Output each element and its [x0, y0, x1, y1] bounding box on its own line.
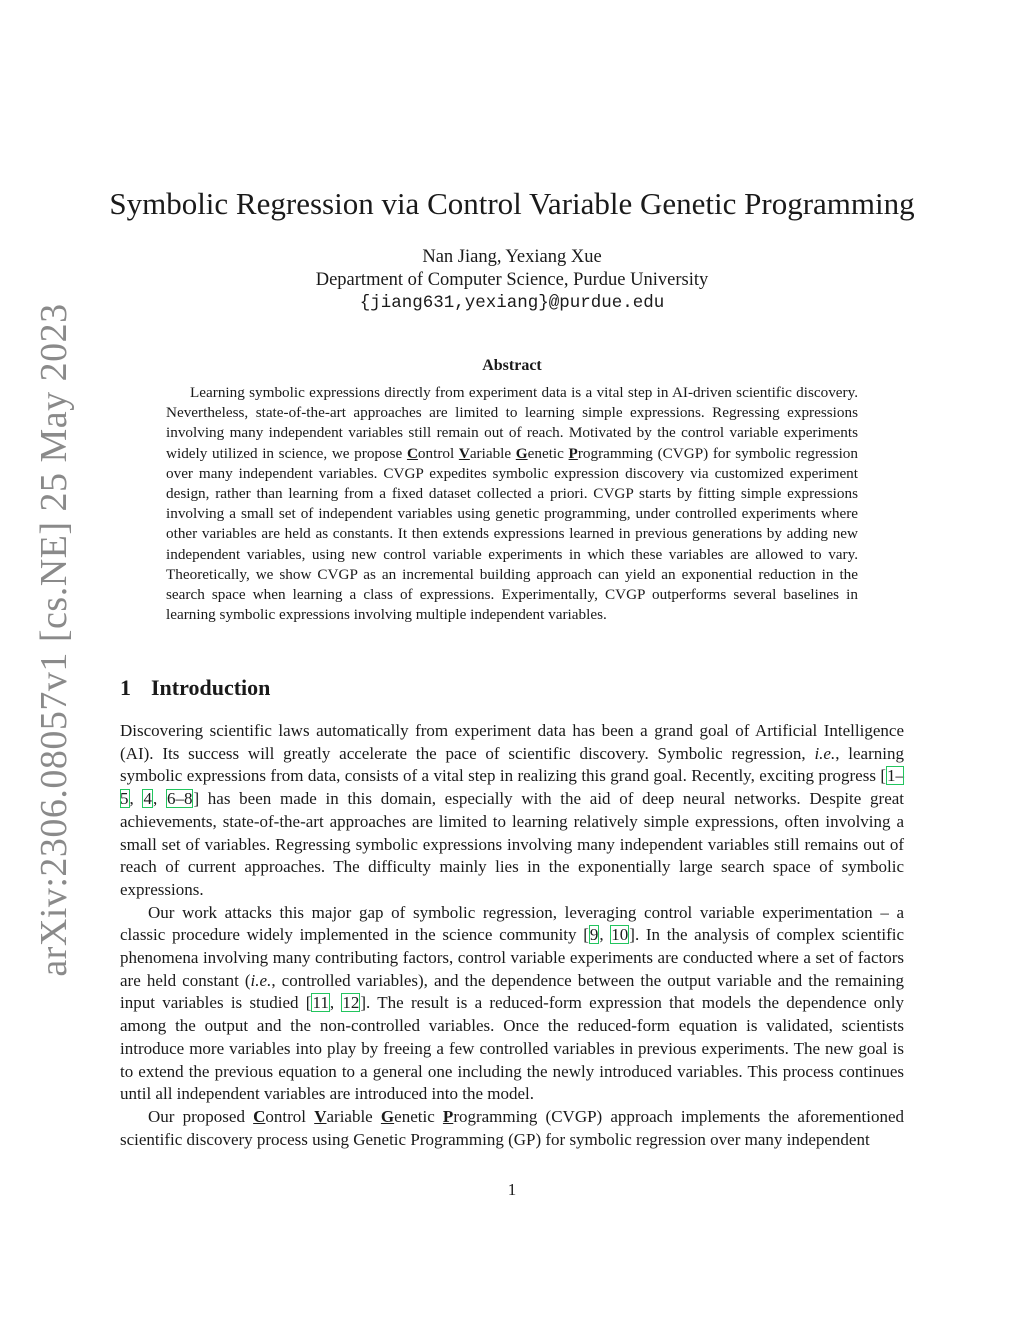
acronym-letter: V — [314, 1106, 327, 1126]
acronym-letter: P — [568, 444, 578, 462]
citation-link[interactable]: 12 — [342, 993, 360, 1013]
paper-title: Symbolic Regression via Control Variable Genetic Programming — [109, 186, 915, 221]
intro-paragraph — [120, 720, 904, 902]
text-run: , controlled variables), and the dependence between the output variable and the remaining input variables is studied [ — [120, 970, 904, 1013]
acronym-letter: V — [458, 444, 470, 462]
text-run: , — [152, 789, 166, 809]
acronym-rest: ariable — [326, 1106, 381, 1126]
text-run: , — [599, 925, 611, 945]
citation-link[interactable]: 1–5 — [120, 766, 904, 809]
author-email[interactable]: {jiang631,yexiang}@purdue.edu — [359, 293, 665, 313]
citation-link[interactable]: 10 — [611, 925, 629, 945]
author-names: Nan Jiang, Yexiang Xue — [422, 247, 602, 267]
author-block — [0, 246, 1024, 315]
text-run: ] has been made in this domain, especially with the aid of deep neural networks. Despite great achievements, state-of-the-art approaches are limited to learning relatively simple expressions, often involving a small set of variables. Regressing symbolic expressions involving many independent variables still remains out of reach of current approaches. The difficulty mainly lies in the exponentially large search space of symbolic expressions. — [120, 789, 905, 899]
acronym-letter: G — [380, 1106, 395, 1126]
italic-run: i.e. — [814, 743, 836, 763]
abstract-text-part: Learning symbolic expressions directly from experiment data is a vital step in AI-driven scientific discovery. Nevertheless, state-of-the-art approaches are limited to learning simple expressions. Regressing expressions involving many independent variables still remain out of reach. Motivated by the control variable experiments widely utilized in science, we propose — [166, 384, 858, 462]
text-run: , learning symbolic expressions from data, consists of a vital step in realizing this grand goal. Recently, exciting progress [ — [120, 743, 904, 786]
text-run: ]. In the analysis of complex scientific phenomena involving many contributing factors, control variable experiments are conducted where a set of factors are held constant ( — [120, 925, 904, 990]
intro-paragraph — [120, 902, 904, 1106]
citation-link[interactable]: 6–8 — [166, 789, 193, 809]
text-run: , — [129, 789, 143, 809]
citation-link[interactable]: 9 — [589, 925, 599, 945]
citation-link[interactable]: 11 — [312, 993, 329, 1013]
text-run: (CVGP) approach implements the aforementioned scientific discovery process using Genetic Programming (GP) for symbolic regression over many independent — [120, 1106, 904, 1149]
acronym-rest: enetic — [394, 1106, 443, 1126]
abstract-heading: Abstract — [482, 357, 542, 374]
abstract-text — [166, 383, 858, 625]
acronym-letter: P — [442, 1106, 454, 1126]
introduction-body — [120, 720, 904, 1151]
acronym-rest: ontrol — [417, 444, 459, 462]
author-affiliation: Department of Computer Science, Purdue University — [315, 270, 709, 290]
acronym-rest: rogramming — [577, 444, 653, 462]
text-run: Our proposed — [148, 1106, 254, 1126]
acronym-letter: G — [515, 444, 528, 462]
italic-run: i.e. — [250, 970, 272, 990]
text-run: Discovering scientific laws automatically from experiment data has been a grand goal of Artificial Intelligence (AI). Its success will greatly accelerate the pace of scientific discovery. Symbolic regression, — [120, 721, 904, 763]
intro-paragraph — [120, 1106, 904, 1151]
text-run: , — [329, 993, 342, 1013]
page-number: 1 — [507, 1180, 517, 1199]
citation-link[interactable]: 4 — [143, 789, 152, 809]
acronym-rest: ontrol — [265, 1106, 315, 1126]
section-number: 1 — [120, 675, 131, 700]
acronym-rest: enetic — [527, 444, 569, 462]
abstract-text-part: (CVGP) for symbolic regression over many independent variables. CVGP expedites symbolic expression discovery via customized experiment design, rather than learning from a fixed dataset collected a priori. CVGP starts by fitting simple expressions involving a small set of independent variables using genetic programming, under controlled experiments where other variables are held as constants. It then extends expressions learned in previous generations by adding new independent variables, using new control variable experiments in which these variables are allowed to vary. Theoretically, we show CVGP as an incremental building approach can yield an exponential reduction in the search space when learning a class of expressions. Experimentally, CVGP outperforms several baselines in learning symbolic expressions involving multiple independent variables. — [166, 444, 858, 624]
acronym-rest: ariable — [469, 444, 516, 462]
acronym-rest: rogramming — [453, 1106, 538, 1126]
arxiv-identifier: arXiv:2306.08057v1 [cs.NE] 25 May 2023 — [33, 303, 75, 977]
text-run: Our work attacks this major gap of symbolic regression, leveraging control variable experimentation – a classic procedure widely implemented in the science community [ — [120, 902, 904, 945]
section-title: Introduction — [151, 675, 271, 700]
acronym-letter: C — [253, 1106, 266, 1126]
acronym-letter: C — [406, 444, 418, 462]
section-heading-introduction — [120, 674, 270, 702]
text-run: ]. The result is a reduced-form expression that models the dependence only among the output and the non-controlled variables. Once the reduced-form equation is validated, scientists introduce more variables into play by freeing a few controlled variables in previous experiments. The new goal is to extend the previous equation to a general one including the newly introduced variables. This process continues until all independent variables are introduced into the model. — [120, 993, 905, 1104]
